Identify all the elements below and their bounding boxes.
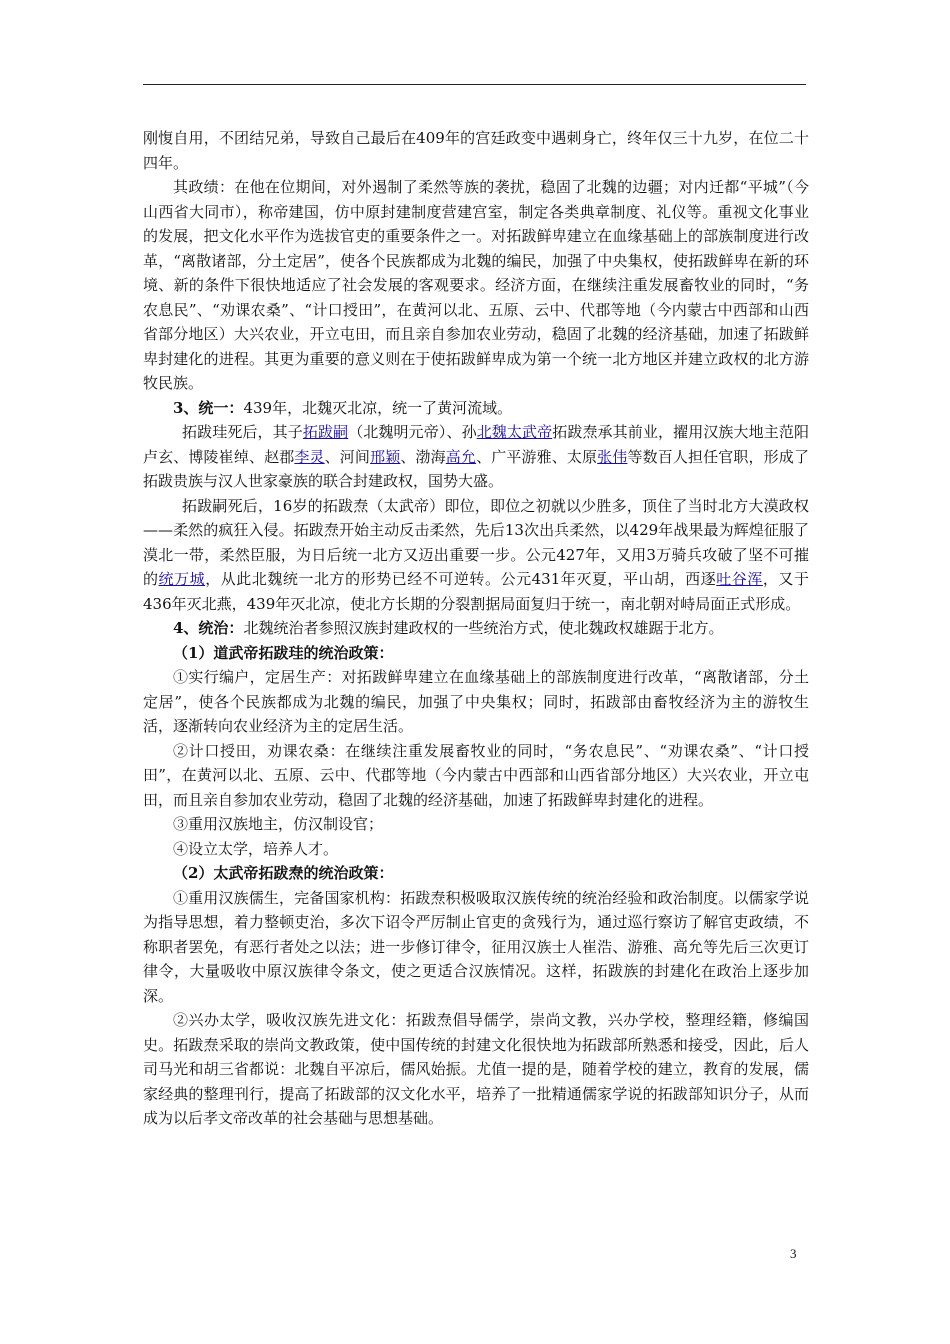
politics-paragraph: 其政绩：在他在位期间，对外遏制了柔然等族的袭扰，稳固了北魏的边疆；对内迁都“平城”（今山西省大同市），称帝建国，仿中原封建制度营建宫室，制定各类典章制度、礼仪等。重视文化事业的发展，把文化水平作为选拔官吏的重要条件之一。对拓跋鲜卑建立在血缘基础上的部族制度进行改革，“离散诸部，分土定居”，使各个民族都成为北魏的编民，加强了中央集权，使拓跋鲜卑在新的环境、新的条件下很快地适应了社会发展的客观要求。经济方面，在继续注重发展畜牧业的同时，“务农息民”、“劝课农桑”、“计口授田”，在黄河以北、五原、云中、代郡等地（今内蒙古中西部和山西省部分地区）大兴农业，开立屯田，而且亲自参加农业劳动，稳固了北魏的经济基础，加速了拓跋鲜卑封建化的进程。其更为重要的意义则在于使拓跋鲜卑成为第一个统一北方地区并建立政权的北方游牧民族。 [143, 178, 809, 392]
header-rule [143, 84, 806, 85]
section-4-heading: 4、统治： [173, 619, 244, 637]
link-xing-ying[interactable]: 邢颖 [370, 447, 401, 466]
section-3-paragraph [143, 396, 809, 421]
text-run: ，从此北魏统一北方的形势已经不可逆转。公元431年灭夏，平山胡，西逐 [205, 570, 717, 588]
document-body [143, 126, 809, 1131]
list-item: ③重用汉族地主，仿汉制设官； [173, 815, 384, 833]
text-run: 等数百人担任官职，形成了拓跋贵族与汉人世家豪族的联合封建政权，国势大盛。 [143, 447, 809, 490]
text-run: 、河间 [324, 447, 371, 466]
list-item: ①实行编户，定居生产：对拓跋鲜卑建立在血缘基础上的部族制度进行改革，“离散诸部，分土定居”，使各个民族都成为北魏的编民，加强了中央集权；同时，拓跋部由畜牧经济为主的游牧生活，逐渐转向农业经济为主的定居生活。 [143, 668, 809, 735]
list-item: ④设立太学，培养人才。 [173, 839, 339, 858]
intro-paragraph: 刚愎自用，不团结兄弟，导致自己最后在409年的宫廷政变中遇刺身亡，终年仅三十九岁，在位二十四年。 [143, 129, 809, 172]
link-tongwan-city[interactable]: 统万城 [158, 570, 206, 588]
subsection-1-title: （1）道武帝拓跋珪的统治政策： [173, 643, 394, 662]
section-4-text: 北魏统治者参照汉族封建政权的一些统治方式，使北魏政权雄踞于北方。 [243, 619, 724, 637]
link-tuoba-si[interactable]: 拓跋嗣 [302, 423, 349, 441]
link-tuyuhun[interactable]: 吐谷浑 [716, 570, 763, 588]
subsection-1-heading [143, 641, 809, 666]
subsection-2-title: （2）太武帝拓跋焘的统治政策： [173, 864, 394, 882]
text-run: 、渤海 [400, 447, 446, 466]
successor-paragraph [143, 420, 809, 494]
list-item: ①重用汉族儒生，完备国家机构：拓跋焘积极吸取汉族传统的统治经验和政治制度。以儒家学说为指导思想，着力整顿吏治，多次下诏令严厉制止官吏的贪残行为，通过巡行察访了解官吏政绩，不称职者罢免，有恶行者处之以法；进一步修订律令，征用汉族士人崔浩、游雅、高允等先后三次更订律令，大量吸收中原汉族律令条文，使之更适合汉族情况。这样，拓跋族的封建化在政治上逐步加深。 [143, 888, 809, 1005]
text-run: 拓跋嗣死后，16岁的拓跋焘（太武帝）即位，即位之初就以少胜多，顶住了当时北方大漠政权——柔然的疯狂入侵。拓跋焘开始主动反击柔然，先后13次出兵柔然，以429年战果最为辉煌征服了漠北一带，柔然臣服，为日后统一北方又迈出重要一步。公元427年，又用3万骑兵攻破了坚不可摧的 [143, 496, 809, 588]
taiwu-paragraph [143, 494, 809, 617]
link-li-ling[interactable]: 李灵 [294, 447, 325, 466]
list-item: ②计口授田，劝课农桑：在继续注重发展畜牧业的同时，“务农息民”、“劝课农桑”、“计口授田”，在黄河以北、五原、云中、代郡等地（今内蒙古中西部和山西省部分地区）大兴农业，开立屯田，而且亲自参加农业劳动，稳固了北魏的经济基础，加速了拓跋鲜卑封建化的进程。 [143, 741, 809, 809]
section-3-heading: 3、统一： [173, 398, 244, 417]
text-run: ，又于436年灭北燕，439年灭北凉，使北方长期的分裂割据局面复归于统一，南北朝对峙局面正式形成。 [143, 570, 809, 613]
link-taiwu-emperor[interactable]: 北魏太武帝 [476, 423, 553, 441]
list-item: ②兴办太学，吸收汉族先进文化：拓跋焘倡导儒学，崇尚文教，兴办学校，整理经籍，修编国史。拓跋焘采取的崇尚文教政策，使中国传统的封建文化很快地为拓跋部所熟悉和接受，因此，后人司马光和胡三省都说：北魏自平凉后，儒风始振。尤值一提的是，随着学校的建立，教育的发展，儒家经典的整理刊行，提高了拓跋部的汉文化水平，培养了一批精通儒家学说的拓跋部知识分子，从而成为以后孝文帝改革的社会基础与思想基础。 [143, 1011, 809, 1127]
text-run: 、广平游雅、太原 [476, 447, 598, 466]
section-4-paragraph [143, 616, 809, 641]
section-3-text: 439年，北魏灭北凉，统一了黄河流域。 [243, 398, 513, 417]
text-run: 拓跋焘承其前业，擢用汉族大地主范阳卢玄、博陵崔绰、赵郡 [143, 423, 809, 466]
link-gao-yun[interactable]: 高允 [445, 447, 477, 466]
page-number: 3 [790, 1246, 797, 1261]
subsection-2-heading [143, 861, 809, 886]
text-run: 拓跋珪死后，其子 [182, 423, 303, 441]
text-run: （北魏明元帝）、孙 [348, 423, 477, 441]
link-zhang-wei[interactable]: 张伟 [597, 447, 628, 466]
